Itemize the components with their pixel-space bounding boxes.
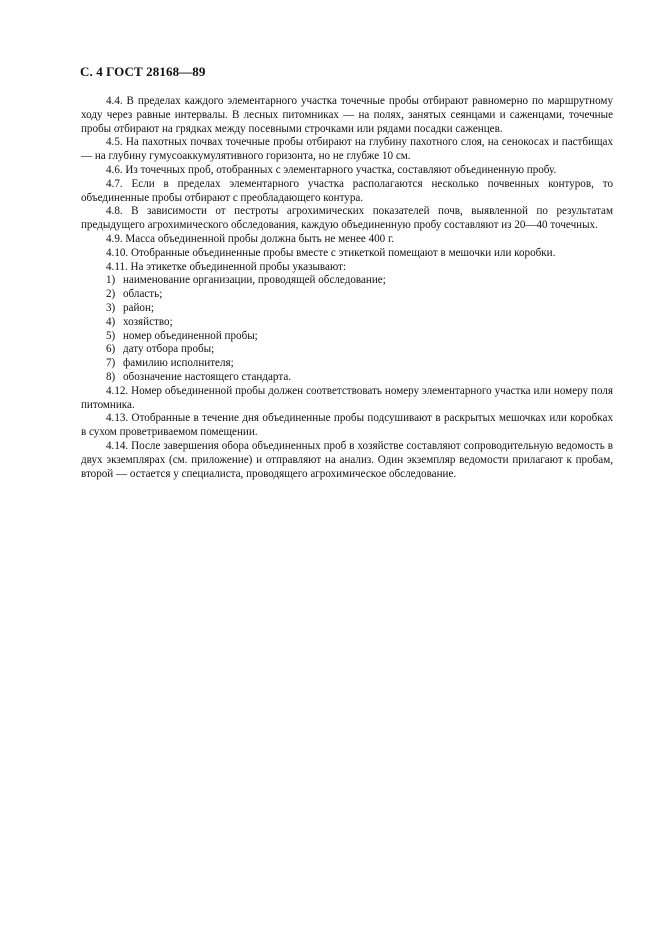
paragraph-4-8: 4.8. В зависимости от пестроты агрохимических показателей почв, выявленной по результатам предыдущего агрохимического обследования, каждую объединенную пробу составляют из 20—40 точечных. <box>81 205 613 232</box>
paragraph-4-9: 4.9. Масса объединенной пробы должна быть не менее 400 г. <box>106 232 395 245</box>
list-item-number: 7) <box>106 357 116 370</box>
paragraph-4-4: 4.4. В пределах каждого элементарного участка точечные пробы отбирают равномерно по маршрутному ходу через равные интервалы. В лесных питомниках — на полях, занятых сеянцами и саженцами, точечные пробы отбирают на грядках между посевными строчками или рядами посадки саженцев. <box>81 95 613 135</box>
list-item <box>81 302 613 316</box>
list-item <box>81 274 613 288</box>
list-item-text: дату отбора пробы; <box>123 343 215 356</box>
list-item <box>81 288 613 302</box>
list-item-text: область; <box>123 288 163 301</box>
list-item-text: наименование организации, проводящей обследование; <box>123 274 386 287</box>
paragraph-4-7: 4.7. Если в пределах элементарного участка располагаются несколько почвенных контуров, то объединенные пробы отбирают с преобладающего контура. <box>81 177 613 204</box>
list-item-text: район; <box>123 301 154 314</box>
list-item <box>81 343 613 357</box>
list-item-text: номер объединенной пробы; <box>123 329 258 342</box>
paragraph-4-6: 4.6. Из точечных проб, отобранных с элементарного участка, составляют объединенную пробу. <box>106 163 557 176</box>
list-item-number: 5) <box>106 329 116 342</box>
list-item <box>81 316 613 330</box>
paragraph-4-14: 4.14. После завершения обора объединенных проб в хозяйстве составляют сопроводительную ведомость в двух экземплярах (см. приложение) и отправляют на анализ. Один экземпляр ведомости прилагают к пробам, второй — остается у специалиста, проводящего агрохимическое обследование. <box>81 439 613 480</box>
page-header: С. 4 ГОСТ 28168—89 <box>80 64 206 79</box>
list-item-number: 1) <box>106 274 116 287</box>
list-item <box>81 371 613 385</box>
list-item-text: фамилию исполнителя; <box>123 357 234 370</box>
list-item <box>81 357 613 371</box>
list-item-number: 3) <box>106 301 116 314</box>
list-item-number: 8) <box>106 370 116 383</box>
list-item-number: 4) <box>106 315 116 328</box>
paragraph-4-10: 4.10. Отобранные объединенные пробы вместе с этикеткой помещают в мешочки или коробки. <box>106 246 556 259</box>
document-body <box>81 95 613 481</box>
paragraph-4-5: 4.5. На пахотных почвах точечные пробы отбирают на глубину пахотного слоя, на сенокосах и пастбищах — на глубину гумусоаккумулятивного горизонта, но не глубже 10 см. <box>81 136 613 163</box>
list-item <box>81 330 613 344</box>
label-items-list <box>81 274 613 384</box>
list-item-text: обозначение настоящего стандарта. <box>123 370 292 383</box>
list-item-number: 6) <box>106 343 116 356</box>
paragraph-4-12: 4.12. Номер объединенной пробы должен соответствовать номеру элементарного участка или номеру поля питомника. <box>81 384 613 411</box>
list-item-number: 2) <box>106 288 116 301</box>
list-item-text: хозяйство; <box>123 315 173 328</box>
paragraph-4-13: 4.13. Отобранные в течение дня объединенные пробы подсушивают в раскрытых мешочках или коробках в сухом проветриваемом помещении. <box>81 412 613 439</box>
paragraph-4-11: 4.11. На этикетке объединенной пробы указывают: <box>106 260 347 273</box>
